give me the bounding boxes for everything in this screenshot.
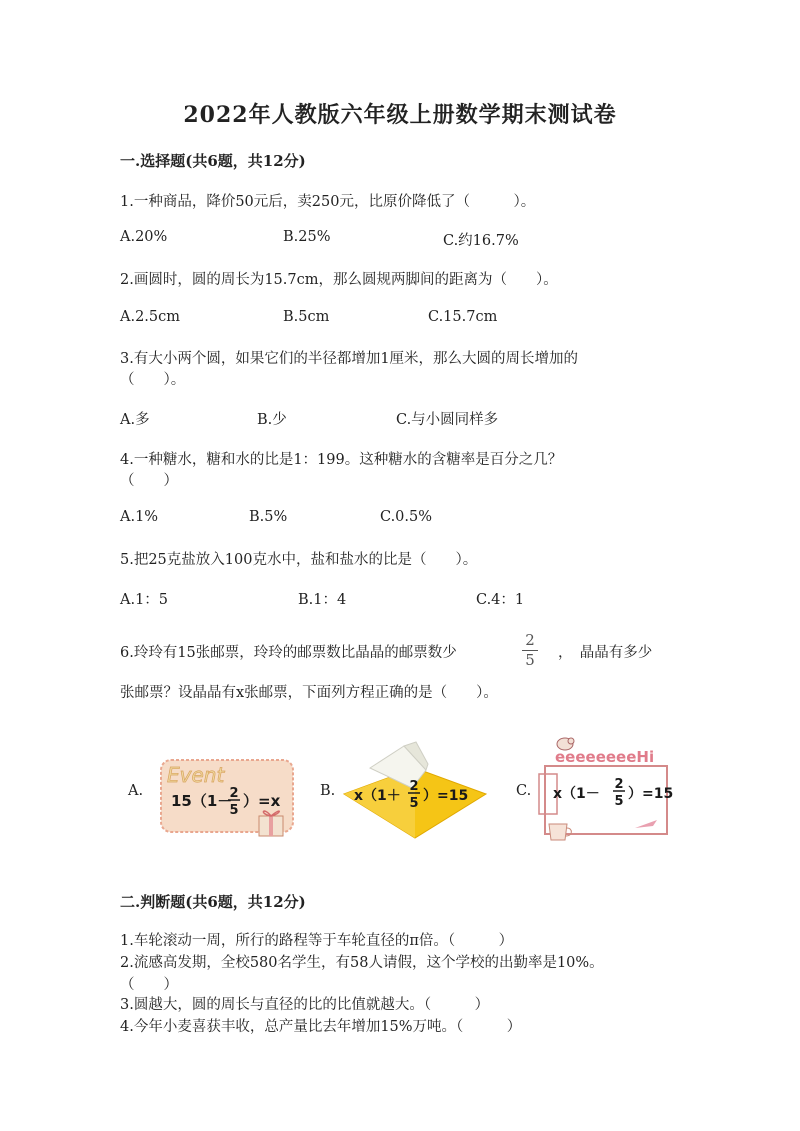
question-2-option-a: A.2.5cm [120,309,181,325]
question-4-stem-cont: （ ） [120,473,178,489]
question-6-stem: 6.玲玲有15张邮票，玲玲的邮票数比晶晶的邮票数少 [120,645,457,661]
option-b-den: 5 [409,796,419,811]
option-a-num: 2 [229,786,239,801]
question-3-stem-cont: （ ）。 [120,372,186,388]
option-c-den: 5 [614,794,624,809]
section-heading-judgement: 二.判断题(共6题，共12分) [120,893,306,911]
question-1-option-c: C.约16.7% [443,233,519,249]
question-2-option-c: C.15.7cm [428,309,498,325]
judgement-3: 3.圆越大，圆的周长与直径的比的比值就越大。（ ） [120,997,490,1013]
option-c-card-graphic [535,730,685,845]
option-c-eq-left: x（1－ [553,786,600,802]
question-6-option-c-label: C. [516,783,532,799]
question-1-stem: 1.一种商品，降价50元后，卖250元，比原价降低了（ ）。 [120,194,536,210]
option-c-card [535,730,685,845]
question-1-option-b: B.25% [283,229,331,245]
question-6-option-b-label: B. [320,783,336,799]
question-3-option-c: C.与小圆同样多 [396,412,499,428]
judgement-1: 1.车轮滚动一周，所行的路程等于车轮直径的π倍。（ ） [120,933,514,949]
judgement-4: 4.今年小麦喜获丰收，总产量比去年增加15%万吨。（ ） [120,1019,522,1035]
option-b-eq-left: x（1＋ [354,788,401,804]
question-4-option-b: B.5% [249,509,288,525]
option-a-eq-right: ）=x [243,792,281,810]
option-c-eq-right: ）=15 [628,786,674,802]
option-c-num: 2 [614,777,624,792]
option-a-den: 5 [229,803,239,818]
page-title: 2022年人教版六年级上册数学期末测试卷 [183,102,617,128]
fraction-denominator: 5 [525,651,535,669]
hi-decor-text: eeeeeeeeHi [555,748,655,766]
question-3-option-b: B.少 [257,412,287,428]
question-5-option-c: C.4：1 [476,592,525,608]
question-4-option-a: A.1% [120,509,159,525]
fraction-numerator: 2 [525,631,535,649]
question-3-option-a: A.多 [120,412,150,428]
question-6-fraction [520,632,540,669]
question-6-stem-tail: ， 晶晶有多少 [558,645,653,661]
option-b-card [340,738,490,843]
option-b-num: 2 [409,779,419,794]
judgement-2: 2.流感高发期，全校580名学生，有58人请假，这个学校的出勤率是10%。 [120,955,604,971]
section-heading-choice: 一.选择题(共6题，共12分) [120,152,306,170]
question-2-stem: 2.画圆时，圆的周长为15.7cm，那么圆规两脚间的距离为（ ）。 [120,272,558,288]
question-4-option-c: C.0.5% [380,509,433,525]
option-b-eq-right: ）=15 [423,788,469,804]
option-a-card-graphic [155,742,300,842]
judgement-2-cont: （ ） [120,977,178,993]
question-2-option-b: B.5cm [283,309,330,325]
question-3-stem: 3.有大小两个圆，如果它们的半径都增加1厘米，那么大圆的周长增加的 [120,351,579,367]
event-decor-text: Event [167,763,225,787]
question-5-option-b: B.1：4 [298,592,347,608]
question-5-stem: 5.把25克盐放入100克水中，盐和盐水的比是（ ）。 [120,552,478,568]
question-4-stem: 4.一种糖水，糖和水的比是1：199。这种糖水的含糖率是百分之几？ [120,452,563,468]
question-6-option-a-label: A. [128,783,144,799]
question-1-option-a: A.20% [120,229,168,245]
option-b-card-graphic [340,738,490,843]
question-5-option-a: A.1：5 [120,592,169,608]
option-a-card [155,742,300,842]
option-a-eq-left: 15（1－ [171,792,233,810]
question-6-stem-cont: 张邮票？设晶晶有x张邮票，下面列方程正确的是（ ）。 [120,685,498,701]
